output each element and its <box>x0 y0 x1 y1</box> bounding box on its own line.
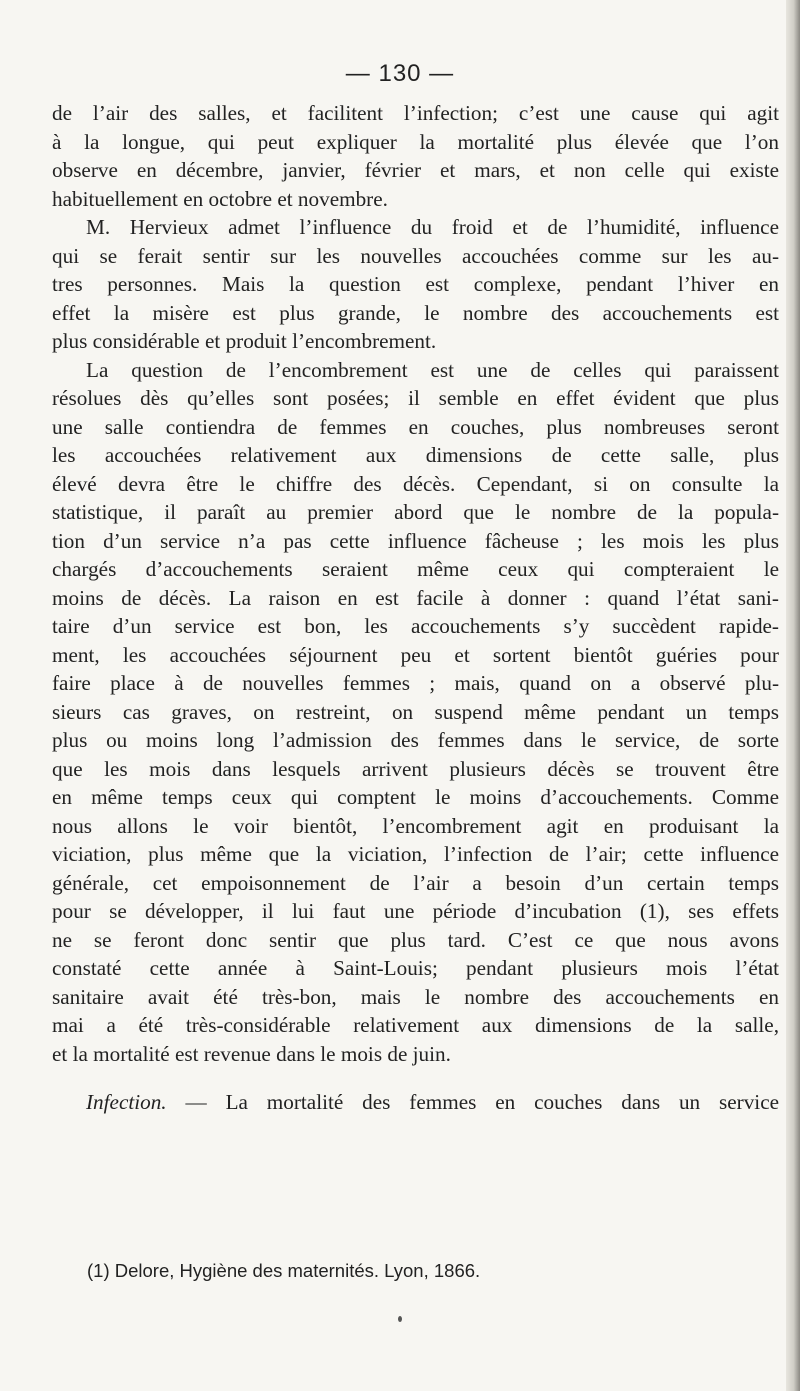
page-edge <box>786 0 800 1391</box>
text-line: statistique, il paraît au premier abord que le nombre de la popula- <box>52 500 779 524</box>
text-line: mai a été très-considérable relativement aux dimensions de la salle, <box>52 1013 779 1037</box>
text-line: de l’air des salles, et facilitent l’infection; c’est une cause qui agit <box>52 101 779 125</box>
text-line: ne se feront donc sentir que plus tard. C’est ce que nous avons <box>52 927 779 952</box>
text-line: viciation, plus même que la viciation, l’infection de l’air; cette influence <box>52 842 779 866</box>
text-line: les accouchées relativement aux dimensions de cette salle, plus <box>52 443 779 467</box>
text-line: La question de l’encombrement est une de celles qui paraissent <box>86 357 779 382</box>
text-line: sieurs cas graves, on restreint, on suspend même pendant un temps <box>52 699 779 724</box>
text-line: et la mortalité est revenue dans le mois de juin. <box>52 1041 451 1066</box>
text-line: observe en décembre, janvier, février et mars, et non celle qui existe <box>52 158 779 182</box>
text-line: que les mois dans lesquels arrivent plusieurs décès se trouvent être <box>52 756 779 781</box>
section-heading-line <box>52 1088 779 1117</box>
text-line: faire place à de nouvelles femmes ; mais, quand on a observé plu- <box>52 671 779 695</box>
text-line: pour se développer, il lui faut une période d’incubation (1), ses effets <box>52 899 779 923</box>
text-line: tion d’un service n’a pas cette influence fâcheuse ; les mois les plus <box>52 528 779 553</box>
text-line: élevé devra être le chiffre des décès. Cependant, si on consulte la <box>52 471 779 496</box>
footnote: (1) Delore, Hygiène des maternités. Lyon, 1866. <box>87 1260 481 1281</box>
text-line: nous allons le voir bientôt, l’encombrement agit en produisant la <box>52 813 779 838</box>
text-line: tres personnes. Mais la question est complexe, pendant l’hiver en <box>52 272 779 296</box>
text-line: taire d’un service est bon, les accouchements s’y succèdent rapide- <box>52 614 779 638</box>
text-line: en même temps ceux qui comptent le moins d’accouchements. Comme <box>52 785 779 809</box>
text-line: effet la misère est plus grande, le nombre des accouchements est <box>52 300 779 325</box>
text-line: constaté cette année à Saint-Louis; pendant plusieurs mois l’état <box>52 956 779 980</box>
text-line: sanitaire avait été très-bon, mais le nombre des accouchements en <box>52 984 779 1009</box>
ink-speck <box>398 1316 402 1322</box>
text-line: habituellement en octobre et novembre. <box>52 186 388 211</box>
body-text <box>52 99 779 1117</box>
text-line: résolues dès qu’elles sont posées; il semble en effet évident que plus <box>52 386 779 410</box>
text-line: M. Hervieux admet l’influence du froid et de l’humidité, influence <box>86 215 779 239</box>
section-title: Infection. <box>86 1090 167 1114</box>
text-line: une salle contiendra de femmes en couches, plus nombreuses seront <box>52 414 779 439</box>
text-line: plus considérable et produit l’encombrement. <box>52 329 437 353</box>
section-text: — La mortalité des femmes en couches dans un service <box>185 1090 780 1114</box>
text-line: chargés d’accouchements seraient même ceux qui compteraient le <box>52 557 779 581</box>
text-line: plus ou moins long l’admission des femmes dans le service, de sorte <box>52 728 779 752</box>
text-line: ment, les accouchées séjournent peu et sortent bientôt guéries pour <box>52 642 779 667</box>
text-line: générale, cet empoisonnement de l’air a besoin d’un certain temps <box>52 870 779 895</box>
text-line: qui se ferait sentir sur les nouvelles accouchées comme sur les au- <box>52 243 779 268</box>
text-line: moins de décès. La raison en est facile à donner : quand l’état sani- <box>52 585 779 610</box>
text-line: à la longue, qui peut expliquer la mortalité plus élevée que l’on <box>52 129 779 154</box>
page-number: — 130 — <box>345 60 455 87</box>
